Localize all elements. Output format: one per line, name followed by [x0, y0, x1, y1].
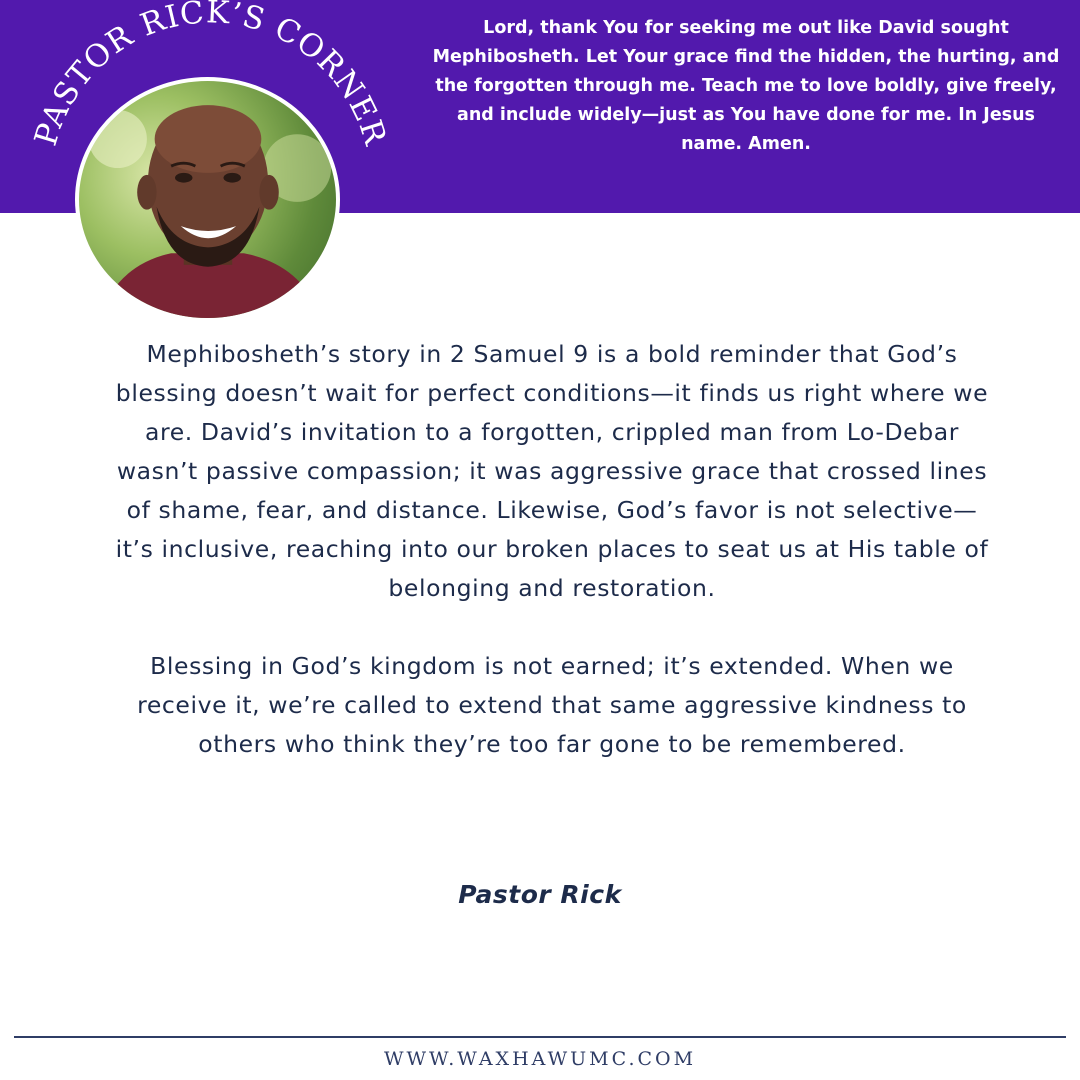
article-body [110, 335, 994, 764]
signature: Pastor Rick [458, 880, 622, 909]
article-paragraph-2: Blessing in God’s kingdom is not earned; it’s extended. When we receive it, we’re called to extend that same aggressive kindness to others who think they’re too far gone to be remembered. [137, 652, 967, 758]
footer-divider [14, 1036, 1066, 1038]
article-paragraph-1: Mephibosheth’s story in 2 Samuel 9 is a bold reminder that God’s blessing doesn’t wait for perfect conditions—it finds us right where we are. David’s invitation to a forgotten, crippled man from Lo-Debar wasn’t passive compassion; it was aggressive grace that crossed lines of shame, fear, and distance. Likewise, God’s favor is not selective—it’s inclusive, reaching into our broken places to seat us at His table of belonging and restoration. [115, 340, 989, 602]
arc-title-text: PASTOR RICK’S CORNER [27, 0, 394, 150]
pastor-portrait [75, 77, 340, 322]
website-link[interactable]: WWW.WAXHAWUMC.COM [383, 1048, 697, 1070]
prayer-text: Lord, thank You for seeking me out like David sought Mephibosheth. Let Your grace find the hidden, the hurting, and the forgotten through me. Teach me to love boldly, give freely, and include widely—just as You have done for me. In Jesus name. Amen. [432, 18, 1060, 154]
